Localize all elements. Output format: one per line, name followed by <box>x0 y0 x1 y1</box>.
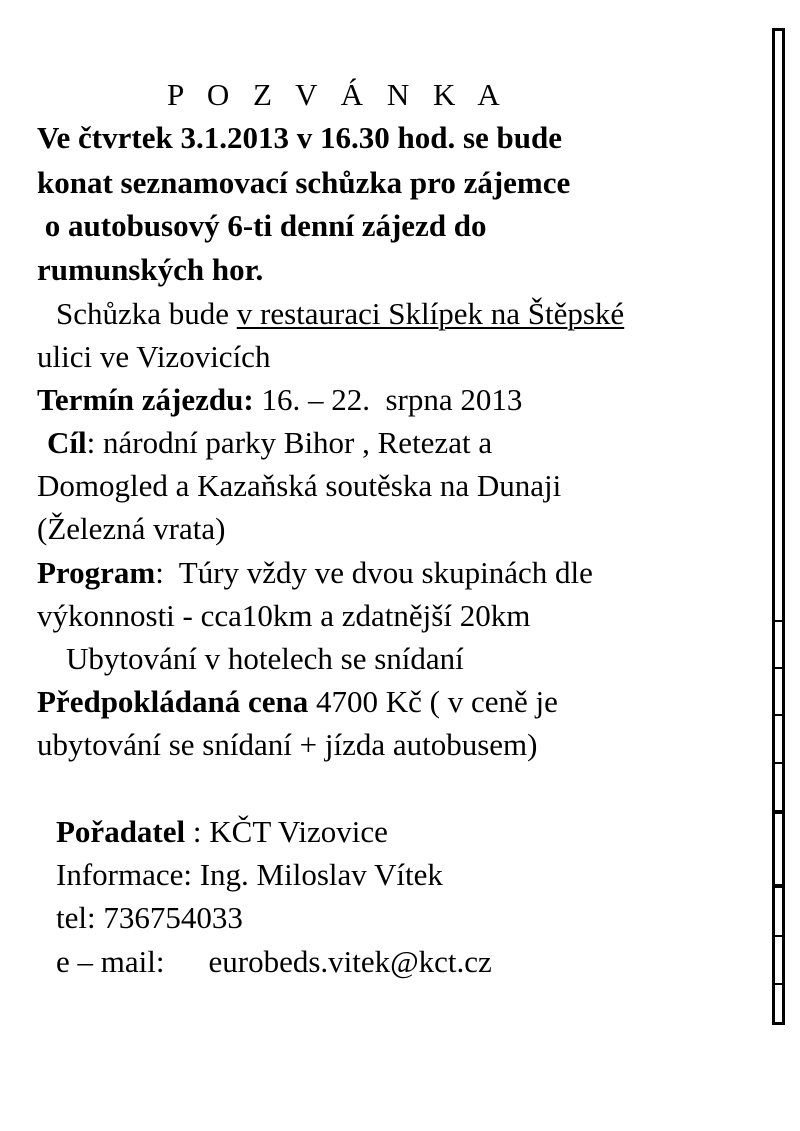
email-value: eurobeds.vitek@kct.cz <box>208 944 492 979</box>
border-segment-divider <box>775 714 782 716</box>
border-segment-divider <box>775 620 782 622</box>
border-segment-divider <box>775 983 782 985</box>
border-segment-divider <box>775 667 782 669</box>
intro-line-4: rumunských hor. <box>37 252 264 287</box>
goal-label: Cíl <box>47 425 87 460</box>
email-label: e – mail: <box>56 944 165 979</box>
goal-line-3: (Železná vrata) <box>37 511 226 546</box>
document-title: P O Z V Á N K A <box>167 77 508 112</box>
meeting-continuation: ulici ve Vizovicích <box>37 339 271 374</box>
phone-line: tel: 736754033 <box>56 900 243 935</box>
organizer-line <box>56 814 388 850</box>
price-label: Předpokládaná cena <box>37 684 309 719</box>
meeting-place: v restauraci Sklípek na Štěpské <box>236 296 625 331</box>
right-border-bar <box>772 28 785 1025</box>
term-label: Termín zájezdu: <box>37 382 254 417</box>
term-value: 16. – 22. srpna 2013 <box>253 382 523 417</box>
email-line <box>56 944 492 980</box>
goal-line <box>47 425 492 461</box>
meeting-line <box>56 296 624 332</box>
border-segment-divider <box>775 935 782 937</box>
organizer-label: Pořadatel <box>56 814 186 849</box>
price-line <box>37 684 558 720</box>
border-segment-divider <box>775 810 782 814</box>
program-value: : Túry vždy ve dvou skupinách dle <box>155 555 593 590</box>
price-line-2: ubytování se snídaní + jízda autobusem) <box>37 727 538 762</box>
goal-value: : národní parky Bihor , Retezat a <box>86 425 493 460</box>
intro-line-3: o autobusový 6-ti denní zájezd do <box>37 208 487 243</box>
info-line: Informace: Ing. Miloslav Vítek <box>56 857 443 892</box>
program-line <box>37 555 593 591</box>
goal-line-2: Domogled a Kazaňská soutěska na Dunaji <box>37 468 562 503</box>
program-label: Program <box>37 555 156 590</box>
intro-line-2: konat seznamovací schůzka pro zájemce <box>37 165 571 200</box>
border-segment-divider <box>775 884 782 888</box>
organizer-value: : KČT Vizovice <box>185 814 388 849</box>
accommodation-line: Ubytování v hotelech se snídaní <box>66 641 464 676</box>
program-line-2: výkonnosti - cca10km a zdatnější 20km <box>37 598 531 633</box>
border-segment-divider <box>775 762 782 764</box>
term-line <box>37 382 522 418</box>
price-value: 4700 Kč ( v ceně je <box>308 684 558 719</box>
intro-line-1: Ve čtvrtek 3.1.2013 v 16.30 hod. se bude <box>37 120 563 155</box>
meeting-prefix: Schůzka bude <box>56 296 237 331</box>
